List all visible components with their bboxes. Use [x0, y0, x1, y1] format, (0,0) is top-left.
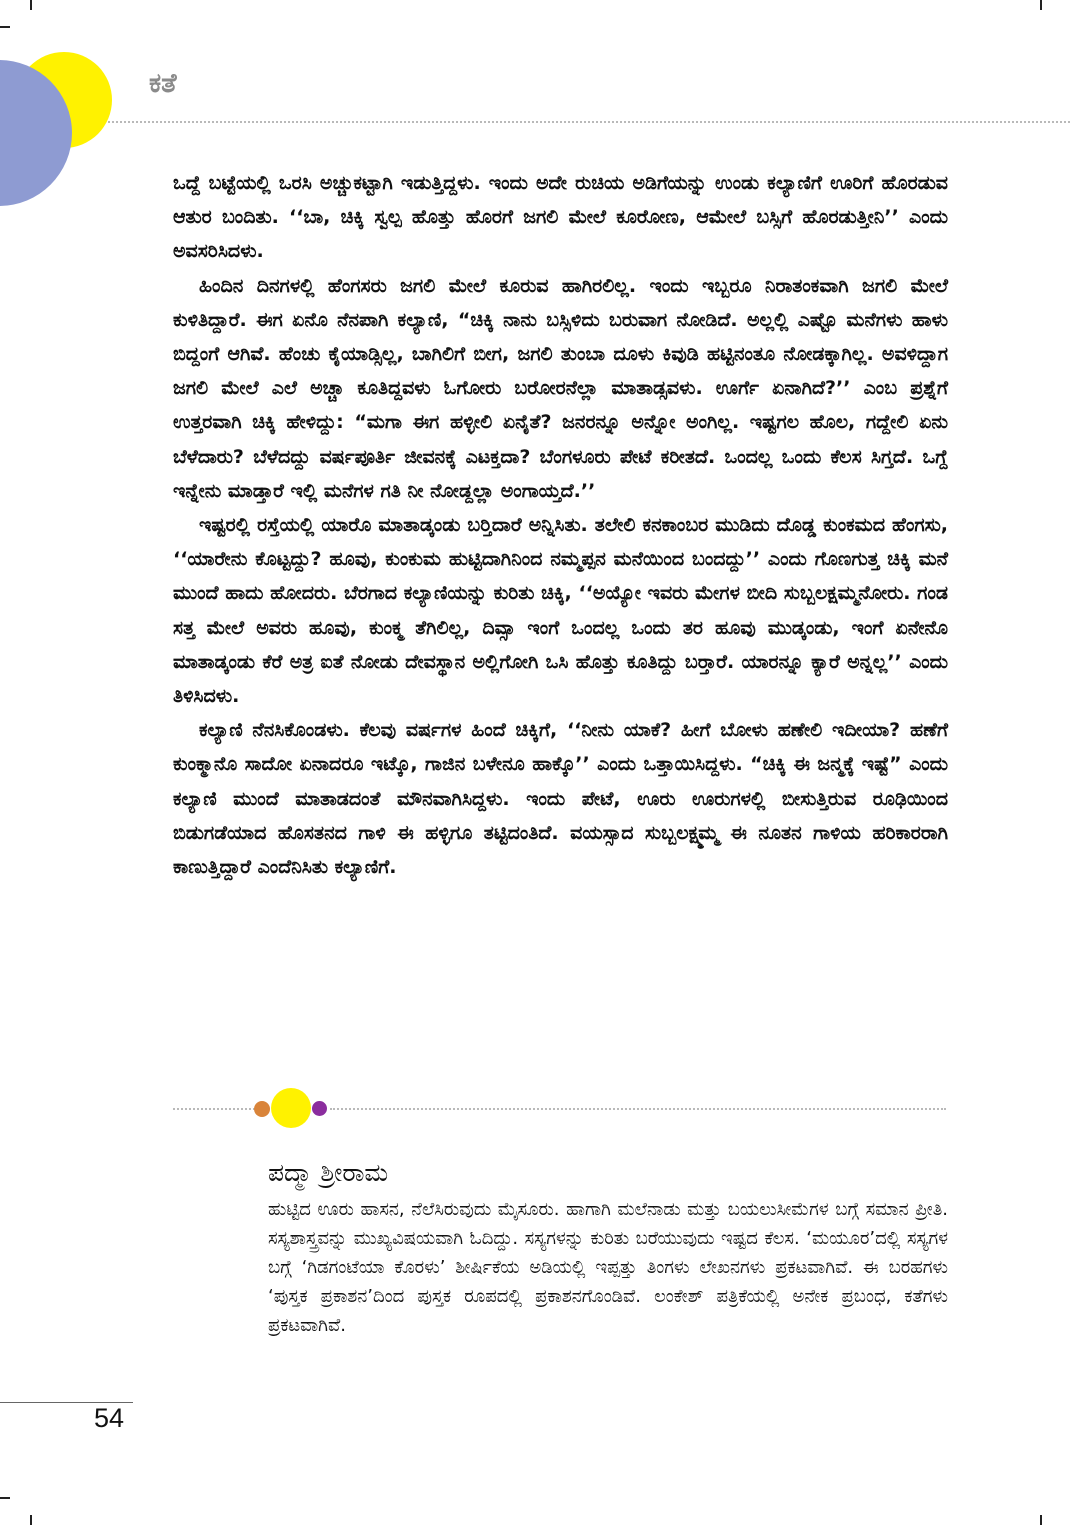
crop-mark-top-left-side	[0, 26, 10, 28]
divider-dotted-rule-left	[173, 1108, 255, 1110]
crop-mark-top-right	[1040, 0, 1042, 10]
divider-purple-dot	[312, 1101, 327, 1116]
crop-mark-bottom-left	[30, 1515, 32, 1525]
crop-mark-top-left	[30, 0, 32, 10]
page-number: 54	[94, 1403, 125, 1433]
story-paragraph: ಕಲ್ಯಾಣಿ ನೆನಸಿಕೊಂಡಳು. ಕೆಲವು ವರ್ಷಗಳ ಹಿಂದೆ ಚಿಕ್ಕಿಗೆ, ‘‘ನೀನು ಯಾಕೆ? ಹೀಗೆ ಬೋಳು ಹಣೇಲಿ ಇದೀಯಾ? ಹಣೆಗೆ ಕುಂಕ್ಮಾನೊ ಸಾದೋ ಏನಾದರೂ ಇಟ್ಕೊ, ಗಾಜಿನ ಬಳೇನೂ ಹಾಕ್ಕೊ’’ ಎಂದು ಒತ್ತಾಯಿಸಿದ್ದಳು. “ಚಿಕ್ಕಿ ಈ ಜನ್ಮಕ್ಕೆ ಇಷ್ಟೆ” ಎಂದು ಕಲ್ಯಾಣಿ ಮುಂದೆ ಮಾತಾಡದಂತೆ ಮೌನವಾಗಿಸಿದ್ದಳು. ಇಂದು ಪೇಟೆ, ಊರು ಊರುಗಳಲ್ಲಿ ಬೀಸುತ್ತಿರುವ ರೂಢಿಯಿಂದ ಬಿಡುಗಡೆಯಾದ ಹೊಸತನದ ಗಾಳಿ ಈ ಹಳ್ಳಿಗೂ ತಟ್ಟಿದಂತಿದೆ. ವಯಸ್ಸಾದ ಸುಬ್ಬಲಕ್ಷ್ಮಮ್ಮ ಈ ನೂತನ ಗಾಳಿಯ ಹರಿಕಾರರಾಗಿ ಕಾಣುತ್ತಿದ್ದಾರೆ ಎಂದೆನಿಸಿತು ಕಲ್ಯಾಣಿಗೆ.	[173, 719, 948, 879]
author-bio: ಹುಟ್ಟಿದ ಊರು ಹಾಸನ, ನೆಲೆಸಿರುವುದು ಮೈಸೂರು. ಹಾಗಾಗಿ ಮಲೆನಾಡು ಮತ್ತು ಬಯಲುಸೀಮೆಗಳ ಬಗ್ಗೆ ಸಮಾನ ಪ್ರೀತಿ. ಸಸ್ಯಶಾಸ್ತ್ರವನ್ನು ಮುಖ್ಯವಿಷಯವಾಗಿ ಓದಿದ್ದು. ಸಸ್ಯಗಳನ್ನು ಕುರಿತು ಬರೆಯುವುದು ಇಷ್ಟದ ಕೆಲಸ. ‘ಮಯೂರ’ದಲ್ಲಿ ಸಸ್ಯಗಳ ಬಗ್ಗೆ ‘ಗಿಡಗಂಟೆಯಾ ಕೊರಳು’ ಶೀರ್ಷಿಕೆಯ ಅಡಿಯಲ್ಲಿ ಇಪ್ಪತ್ತು ತಿಂಗಳು ಲೇಖನಗಳು ಪ್ರಕಟವಾಗಿವೆ. ಈ ಬರಹಗಳು ‘ಪುಸ್ತಕ ಪ್ರಕಾಶನ’ದಿಂದ ಪುಸ್ತಕ ರೂಪದಲ್ಲಿ ಪ್ರಕಾಶನಗೊಂಡಿವೆ. ಲಂಕೇಶ್ ಪತ್ರಿಕೆಯಲ್ಲಿ ಅನೇಕ ಪ್ರಬಂಧ, ಕತೆಗಳು ಪ್ರಕಟವಾಗಿವೆ.	[268, 1199, 948, 1336]
header-dotted-rule	[108, 121, 1070, 123]
story-body	[173, 166, 948, 884]
divider-yellow-dot	[271, 1088, 311, 1128]
divider-dotted-rule-right	[330, 1108, 946, 1110]
author-block	[268, 1155, 948, 1340]
story-paragraph: ಇಷ್ಟರಲ್ಲಿ ರಸ್ತೆಯಲ್ಲಿ ಯಾರೊ ಮಾತಾಡ್ಕಂಡು ಬರ್‍ತಿದಾರೆ ಅನ್ನಿಸಿತು. ತಲೇಲಿ ಕನಕಾಂಬರ ಮುಡಿದು ದೊಡ್ಡ ಕುಂಕಮದ ಹೆಂಗಸು, ‘‘ಯಾರೇನು ಕೊಟ್ಟದ್ದು? ಹೂವು, ಕುಂಕುಮ ಹುಟ್ಟಿದಾಗಿನಿಂದ ನಮ್ಮಪ್ಪನ ಮನೆಯಿಂದ ಬಂದದ್ದು’’ ಎಂದು ಗೊಣಗುತ್ತ ಚಿಕ್ಕಿ ಮನೆ ಮುಂದೆ ಹಾದು ಹೋದರು. ಬೆರಗಾದ ಕಲ್ಯಾಣಿಯನ್ನು ಕುರಿತು ಚಿಕ್ಕಿ, ‘‘ಅಯ್ಯೋ ಇವರು ಮೇಗಳ ಬೀದಿ ಸುಬ್ಬಲಕ್ಷಮ್ಮನೋರು. ಗಂಡ ಸತ್ತ ಮೇಲೆ ಅವರು ಹೂವು, ಕುಂಕ್ಮ ತೆಗಿಲಿಲ್ಲ, ದಿವ್ಸಾ ಇಂಗೆ ಒಂದಲ್ಲ ಒಂದು ತರ ಹೂವು ಮುಡ್ಕಂಡು, ಇಂಗೆ ಏನೇನೊ ಮಾತಾಡ್ಕಂಡು ಕೆರೆ ಅತ್ರ ಐತೆ ನೋಡು ದೇವಸ್ಥಾನ ಅಲ್ಲಿಗೋಗಿ ಒಸಿ ಹೊತ್ತು ಕೂತಿದ್ದು ಬರ್‍ತಾರೆ. ಯಾರನ್ನೂ ಕ್ಯಾರೆ ಅನ್ನಲ್ಲ’’ ಎಂದು ತಿಳಿಸಿದಳು.	[173, 514, 948, 708]
author-name: ಪದ್ಮಾ ಶ್ರೀರಾಮ	[268, 1158, 389, 1187]
story-paragraph: ಹಿಂದಿನ ದಿನಗಳಲ್ಲಿ ಹೆಂಗಸರು ಜಗಲಿ ಮೇಲೆ ಕೂರುವ ಹಾಗಿರಲಿಲ್ಲ. ಇಂದು ಇಬ್ಬರೂ ನಿರಾತಂಕವಾಗಿ ಜಗಲಿ ಮೇಲೆ ಕುಳಿತಿದ್ದಾರೆ. ಈಗ ಏನೊ ನೆನಪಾಗಿ ಕಲ್ಯಾಣಿ, “ಚಿಕ್ಕಿ ನಾನು ಬಸ್ಸಿಳಿದು ಬರುವಾಗ ನೋಡಿದೆ. ಅಲ್ಲಲ್ಲಿ ಎಷ್ಟೊ ಮನೆಗಳು ಹಾಳು ಬಿದ್ದಂಗೆ ಆಗಿವೆ. ಹೆಂಚು ಕೈಯಾಡ್ಸಿಲ್ಲ, ಬಾಗಿಲಿಗೆ ಬೀಗ, ಜಗಲಿ ತುಂಬಾ ದೂಳು ಕಿವುಡಿ ಹಟ್ಟಿನಂತೂ ನೋಡಕ್ಕಾಗಿಲ್ಲ. ಅವಳಿದ್ದಾಗ ಜಗಲಿ ಮೇಲೆ ಎಲೆ ಅಚ್ಚಾ ಕೂತಿದ್ದವಳು ಓಗೋರು ಬರೋರನೆಲ್ಲಾ ಮಾತಾಡ್ಸವಳು. ಊರ್ಗೆ ಏನಾಗಿದೆ?’’ ಎಂಬ ಪ್ರಶ್ನೆಗೆ ಉತ್ತರವಾಗಿ ಚಿಕ್ಕಿ ಹೇಳಿದ್ದು: “ಮಗಾ ಈಗ ಹಳ್ಳೀಲಿ ಏನೈತೆ? ಜನರನ್ನೂ ಅನ್ನೋ ಅಂಗಿಲ್ಲ. ಇಷ್ಟಗಲ ಹೊಲ, ಗದ್ದೇಲಿ ಏನು ಬೆಳೆದಾರು? ಬೆಳೆದದ್ದು ವರ್ಷಪೂರ್ತಿ ಜೀವನಕ್ಕೆ ಎಟಕ್ತದಾ? ಬೆಂಗಳೂರು ಪೇಟೆ ಕರೀತದೆ. ಒಂದಲ್ಲ ಒಂದು ಕೆಲಸ ಸಿಗ್ತದೆ. ಒಗ್ದೆ ಇನ್ನೇನು ಮಾಡ್ತಾರೆ ಇಲ್ಲಿ ಮನೆಗಳ ಗತಿ ನೀ ನೋಡ್ದಲ್ಲಾ ಅಂಗಾಯ್ತದೆ.’’	[173, 274, 948, 502]
crop-mark-bottom-right	[1040, 1515, 1042, 1525]
divider-orange-dot	[254, 1101, 270, 1117]
crop-mark-bottom-left-side	[0, 1497, 10, 1499]
story-paragraph: ಒದ್ದೆ ಬಟ್ಟೆಯಲ್ಲಿ ಒರಸಿ ಅಚ್ಚುಕಟ್ಟಾಗಿ ಇಡುತ್ತಿದ್ದಳು. ಇಂದು ಅದೇ ರುಚಿಯ ಅಡಿಗೆಯನ್ನು ಉಂಡು ಕಲ್ಯಾಣಿಗೆ ಊರಿಗೆ ಹೊರಡುವ ಆತುರ ಬಂದಿತು. ‘‘ಬಾ, ಚಿಕ್ಕಿ ಸ್ವಲ್ಪ ಹೊತ್ತು ಹೊರಗೆ ಜಗಲಿ ಮೇಲೆ ಕೂರೋಣ, ಆಮೇಲೆ ಬಸ್ಸಿಗೆ ಹೊರಡುತ್ತೀನಿ’’ ಎಂದು ಅವಸರಿಸಿದಳು.	[173, 172, 948, 263]
section-title: ಕತೆ	[149, 68, 177, 99]
